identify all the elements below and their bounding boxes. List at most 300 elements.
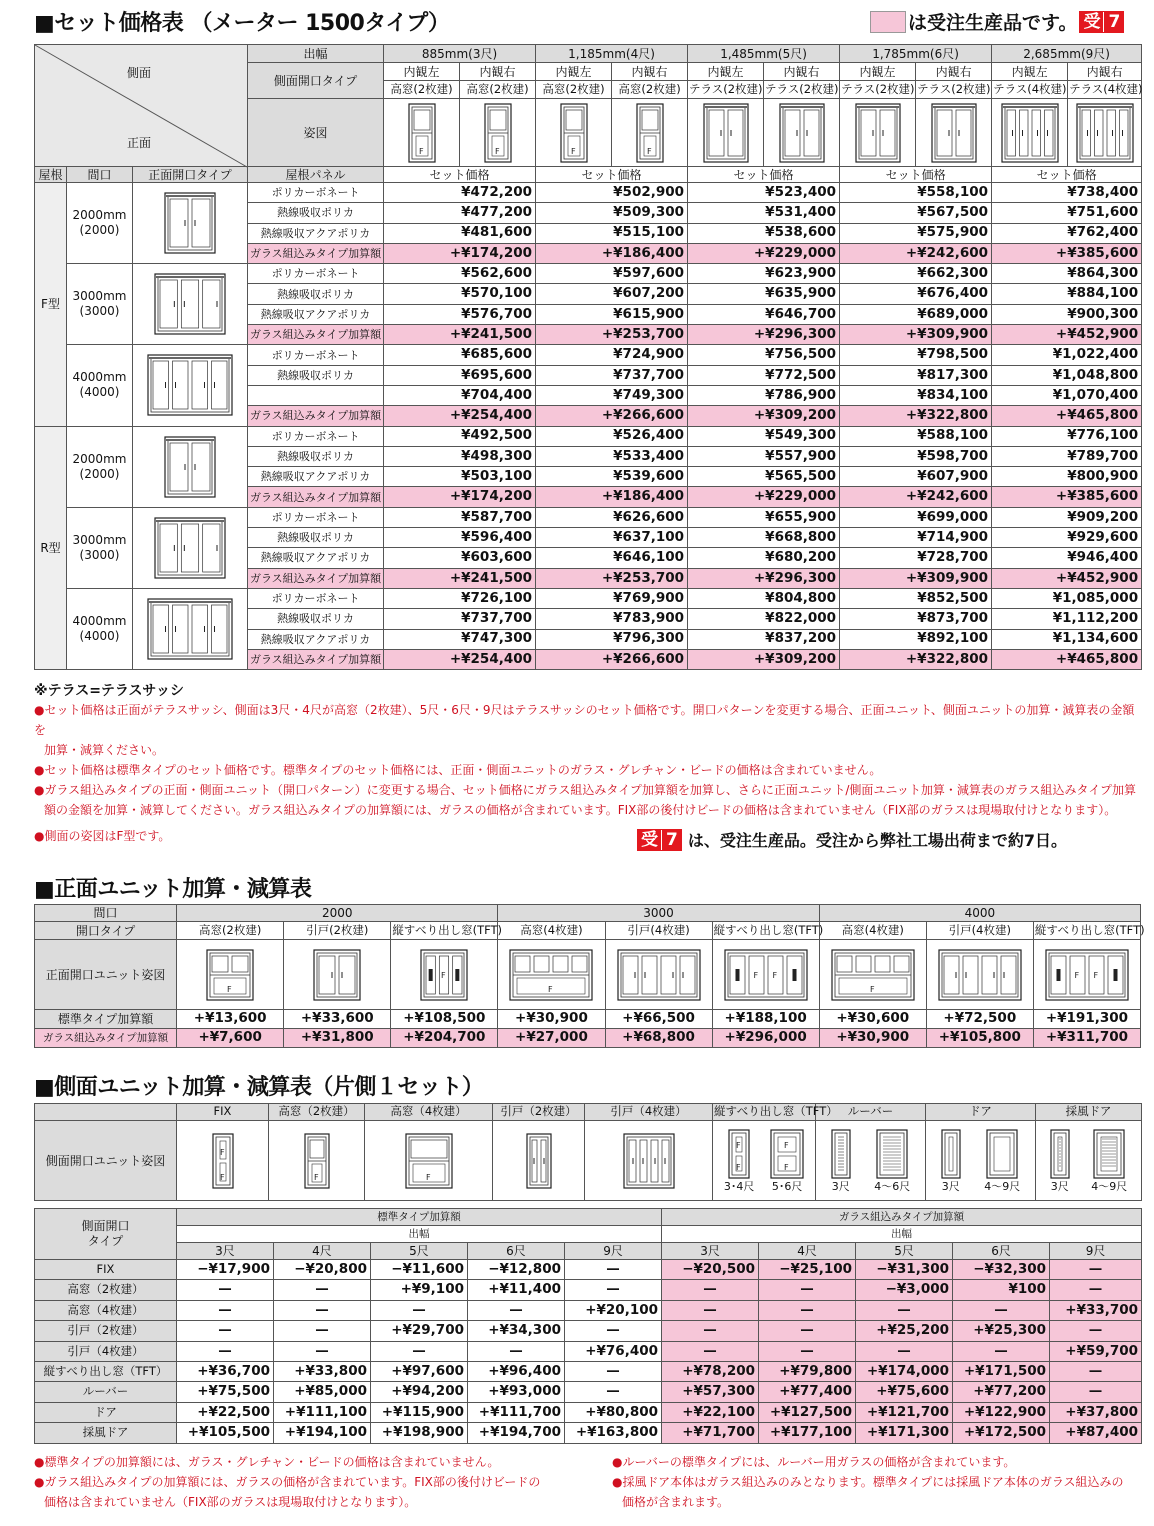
side-direction: 内観右 xyxy=(460,63,536,81)
set-price-header: セット価格 xyxy=(688,167,840,183)
price-value: ¥558,100 xyxy=(840,183,992,203)
price-value: ¥1,112,200 xyxy=(992,609,1142,629)
price-value: ¥762,400 xyxy=(992,223,1142,243)
price-value: ¥565,500 xyxy=(688,467,840,487)
side-open-type: テラス(2枚建) xyxy=(688,81,764,99)
side-direction: 内観右 xyxy=(1068,63,1142,81)
std-value: +¥94,200 xyxy=(371,1382,468,1402)
price-value: ¥587,700 xyxy=(384,507,536,527)
set-price-table xyxy=(34,44,1142,670)
price-value: ¥597,600 xyxy=(536,264,688,284)
price-value: ¥864,300 xyxy=(992,264,1142,284)
std-value: +¥111,700 xyxy=(468,1402,565,1422)
size-header: 1,485mm(5尺) xyxy=(688,45,840,63)
front-figure xyxy=(712,940,819,1010)
price-value: ¥726,100 xyxy=(384,588,536,608)
price-value: ¥596,400 xyxy=(384,528,536,548)
front-unit-icon xyxy=(420,949,468,1001)
roof-panel: ガラス組込みタイプ加算額 xyxy=(248,406,384,426)
width-sub: (4000) xyxy=(79,629,120,644)
std-value: — xyxy=(177,1300,274,1320)
price-value: ¥615,900 xyxy=(536,304,688,324)
price-value: ¥533,400 xyxy=(536,446,688,466)
legend xyxy=(870,8,1124,35)
price-value: ¥603,600 xyxy=(384,548,536,568)
price-value: ¥737,700 xyxy=(536,365,688,385)
price-value: ¥637,100 xyxy=(536,528,688,548)
price-value: +¥309,200 xyxy=(688,406,840,426)
side-unit-size: 4〜6尺 xyxy=(874,1180,911,1193)
front-open-type: 引戸(4枚建) xyxy=(926,922,1033,940)
side-open-type: テラス(4枚建) xyxy=(992,81,1068,99)
side-price-row xyxy=(35,1382,1142,1402)
std-value: — xyxy=(274,1300,371,1320)
front-open-type: 縦すべり出し窓(TFT) xyxy=(391,922,498,940)
side-unit-type: 縦すべり出し窓（TFT） xyxy=(713,1104,816,1121)
price-value: ¥646,100 xyxy=(536,548,688,568)
width-sub: (4000) xyxy=(79,385,120,400)
front-open-header: 開口タイプ xyxy=(35,922,177,940)
glass-value: +¥172,500 xyxy=(953,1423,1050,1443)
price-row xyxy=(35,507,1142,527)
price-value: +¥296,300 xyxy=(688,568,840,588)
width-value: 4000mm xyxy=(72,370,127,385)
price-value: +¥465,800 xyxy=(992,406,1142,426)
std-header: 標準タイプ加算額 xyxy=(177,1209,662,1226)
price-value: ¥747,300 xyxy=(384,629,536,649)
side-open-type: 高窓(2枚建) xyxy=(612,81,688,99)
std-value: — xyxy=(565,1280,662,1300)
side-unit-figure xyxy=(1036,1121,1142,1201)
side-price-row xyxy=(35,1280,1142,1300)
std-value: — xyxy=(565,1321,662,1341)
side-open-header: 側面開口タイプ xyxy=(248,63,384,99)
width-cell xyxy=(67,183,133,264)
side-direction: 内観左 xyxy=(688,63,764,81)
roof-panel: 熱線吸収ポリカ xyxy=(248,284,384,304)
side-window-icon xyxy=(408,103,436,163)
price-value: ¥738,400 xyxy=(992,183,1142,203)
side-window-icon xyxy=(636,103,664,163)
price-value: ¥1,085,000 xyxy=(992,588,1142,608)
price-value: ¥539,600 xyxy=(536,467,688,487)
side-price-row xyxy=(35,1321,1142,1341)
price-value: +¥254,400 xyxy=(384,406,536,426)
price-value: ¥789,700 xyxy=(992,446,1142,466)
side-figure xyxy=(384,99,460,167)
roof-panel: 熱線吸収ポリカ xyxy=(248,203,384,223)
price-value: ¥724,900 xyxy=(536,345,688,365)
glass-value: +¥22,100 xyxy=(662,1402,759,1422)
front-std-value: +¥108,500 xyxy=(391,1010,498,1029)
front-glass-value: +¥31,800 xyxy=(284,1029,391,1048)
price-value: ¥626,600 xyxy=(536,507,688,527)
protrusion-col: 6尺 xyxy=(468,1243,565,1260)
std-value: +¥36,700 xyxy=(177,1361,274,1381)
glass-value: +¥25,200 xyxy=(856,1321,953,1341)
svg-text:F: F xyxy=(772,970,777,980)
side-open-type: テラス(2枚建) xyxy=(764,81,840,99)
roof-panel: ポリカーボネート xyxy=(248,588,384,608)
std-value: +¥75,500 xyxy=(177,1382,274,1402)
roof-panel: 熱線吸収アクアポリカ xyxy=(248,548,384,568)
front-std-value: +¥30,600 xyxy=(819,1010,926,1029)
protrusion-col: 9尺 xyxy=(1050,1243,1142,1260)
front-figure xyxy=(133,345,248,426)
price-value: ¥834,100 xyxy=(840,385,992,405)
front-std-value: +¥72,500 xyxy=(926,1010,1033,1029)
protrusion-header: 出幅 xyxy=(248,45,384,63)
std-value: — xyxy=(371,1341,468,1361)
protrusion-col: 3尺 xyxy=(177,1243,274,1260)
front-figure xyxy=(133,588,248,669)
front-unit-icon xyxy=(1045,949,1129,1001)
front-figure xyxy=(133,426,248,507)
glass-value: +¥75,600 xyxy=(856,1382,953,1402)
front-figure xyxy=(605,940,712,1010)
side-row-type: 引戸（4枚建） xyxy=(35,1341,177,1361)
std-value: — xyxy=(177,1280,274,1300)
roof-type: R型 xyxy=(35,426,67,670)
side-type-header: 側面開口 タイプ xyxy=(35,1209,177,1260)
price-value: ¥884,100 xyxy=(992,284,1142,304)
front-std-label: 標準タイプ加算額 xyxy=(35,1010,177,1029)
side-figure xyxy=(764,99,840,167)
svg-text:F: F xyxy=(784,1141,789,1150)
front-glass-value: +¥204,700 xyxy=(391,1029,498,1048)
size-header: 1,185mm(4尺) xyxy=(536,45,688,63)
glass-value: +¥127,500 xyxy=(759,1402,856,1422)
side-unit-figure xyxy=(816,1121,926,1201)
front-unit-icon xyxy=(313,949,361,1001)
side-window-icon xyxy=(1076,103,1134,163)
front-unit-icon xyxy=(206,949,254,1001)
price-value: ¥598,700 xyxy=(840,446,992,466)
glass-value: — xyxy=(759,1321,856,1341)
side-unit-figure xyxy=(585,1121,713,1201)
glass-value: +¥78,200 xyxy=(662,1361,759,1381)
std-value: +¥20,100 xyxy=(565,1300,662,1320)
glass-value: — xyxy=(856,1341,953,1361)
glass-value: +¥77,400 xyxy=(759,1382,856,1402)
price-value: +¥241,500 xyxy=(384,568,536,588)
price-value: ¥531,400 xyxy=(688,203,840,223)
front-glass-value: +¥105,800 xyxy=(926,1029,1033,1048)
glass-value: +¥71,700 xyxy=(662,1423,759,1443)
side-direction: 内観右 xyxy=(916,63,992,81)
side-row-type: 高窓（2枚建） xyxy=(35,1280,177,1300)
side-row-type: 採風ドア xyxy=(35,1423,177,1443)
side-unit-type: FIX xyxy=(177,1104,269,1121)
side-unit-icon xyxy=(212,1133,234,1189)
protrusion-col: 4尺 xyxy=(759,1243,856,1260)
price-value: ¥549,300 xyxy=(688,426,840,446)
roof-panel: 熱線吸収アクアポリカ xyxy=(248,223,384,243)
std-value: +¥85,000 xyxy=(274,1382,371,1402)
front-window-icon xyxy=(164,192,216,254)
svg-text:F: F xyxy=(441,970,446,980)
glass-value: +¥59,700 xyxy=(1050,1341,1142,1361)
std-value: — xyxy=(274,1280,371,1300)
side-notes-left: ●標準タイプの加算額には、ガラス・グレチャン・ビードの価格は含まれていません。 ●ガラス組込みタイプの加算額には、ガラスの価格が含まれています。FIX部の後付けビードの 価格は含まれていません（FIX部のガラスは現場取付けとなります）。 xyxy=(34,1455,541,1509)
price-value: +¥174,200 xyxy=(384,487,536,507)
roof-panel: 熱線吸収アクアポリカ xyxy=(248,629,384,649)
front-open-type: 高窓(4枚建) xyxy=(498,922,605,940)
std-value: — xyxy=(468,1300,565,1320)
price-value: +¥242,600 xyxy=(840,487,992,507)
std-value: — xyxy=(565,1382,662,1402)
glass-value: +¥37,800 xyxy=(1050,1402,1142,1422)
side-figure xyxy=(612,99,688,167)
side-price-row xyxy=(35,1260,1142,1280)
side-fig-label: 側面開口ユニット姿図 xyxy=(35,1121,177,1201)
std-protrusion: 出幅 xyxy=(177,1226,662,1243)
std-value: +¥115,900 xyxy=(371,1402,468,1422)
legend-text: は受注生産品です。 xyxy=(908,12,1078,34)
price-value: +¥452,900 xyxy=(992,568,1142,588)
glass-value: +¥171,500 xyxy=(953,1361,1050,1381)
front-std-value: +¥66,500 xyxy=(605,1010,712,1029)
price-value: ¥892,100 xyxy=(840,629,992,649)
std-value: +¥93,000 xyxy=(468,1382,565,1402)
width-cell xyxy=(67,345,133,426)
glass-value: +¥171,300 xyxy=(856,1423,953,1443)
glass-value: ¥100 xyxy=(953,1280,1050,1300)
glass-value: +¥177,100 xyxy=(759,1423,856,1443)
roof-panel: ポリカーボネート xyxy=(248,426,384,446)
side-window-icon xyxy=(931,103,977,163)
roof-panel: 熱線吸収ポリカ xyxy=(248,365,384,385)
svg-text:F: F xyxy=(425,1172,431,1182)
side-direction: 内観左 xyxy=(384,63,460,81)
svg-text:F: F xyxy=(219,1172,225,1182)
roof-panel: ポリカーボネート xyxy=(248,345,384,365)
price-value: ¥662,300 xyxy=(840,264,992,284)
price-row xyxy=(35,588,1142,608)
price-value: +¥242,600 xyxy=(840,243,992,263)
price-value: ¥1,070,400 xyxy=(992,385,1142,405)
protrusion-col: 3尺 xyxy=(662,1243,759,1260)
roof-panel: 熱線吸収ポリカ xyxy=(248,609,384,629)
set-price-header: セット価格 xyxy=(992,167,1142,183)
glass-value: — xyxy=(662,1280,759,1300)
roof-panel: 熱線吸収アクアポリカ xyxy=(248,467,384,487)
side-unit-icon xyxy=(770,1129,804,1179)
side-unit-figure xyxy=(365,1121,493,1201)
side-row-type: FIX xyxy=(35,1260,177,1280)
side-window-icon xyxy=(1001,103,1059,163)
glass-value: +¥25,300 xyxy=(953,1321,1050,1341)
side-unit-type: 高窓（4枚建） xyxy=(365,1104,493,1121)
front-std-value: +¥13,600 xyxy=(177,1010,284,1029)
price-value: ¥1,022,400 xyxy=(992,345,1142,365)
price-value: ¥929,600 xyxy=(992,528,1142,548)
price-value: ¥804,800 xyxy=(688,588,840,608)
price-value: ¥800,900 xyxy=(992,467,1142,487)
glass-value: −¥3,000 xyxy=(856,1280,953,1300)
std-value: +¥96,400 xyxy=(468,1361,565,1381)
front-open-type: 縦すべり出し窓(TFT) xyxy=(1033,922,1140,940)
std-value: — xyxy=(565,1361,662,1381)
side-unit-type: 高窓（2枚建） xyxy=(269,1104,365,1121)
front-width-3000: 3000 xyxy=(498,905,819,922)
size-header: 2,685mm(9尺) xyxy=(992,45,1142,63)
side-unit-size: 3尺 xyxy=(941,1180,960,1193)
std-value: — xyxy=(468,1341,565,1361)
side-unit-type: 引戸（4枚建） xyxy=(585,1104,713,1121)
side-unit-icon xyxy=(876,1129,908,1179)
std-value: +¥97,600 xyxy=(371,1361,468,1381)
price-value: ¥646,700 xyxy=(688,304,840,324)
price-value: ¥515,100 xyxy=(536,223,688,243)
price-value: ¥538,600 xyxy=(688,223,840,243)
front-glass-value: +¥311,700 xyxy=(1033,1029,1140,1048)
front-window-icon xyxy=(164,436,216,498)
order-badge: 受 7 xyxy=(637,829,682,851)
price-value: +¥266,600 xyxy=(536,649,688,669)
set-notes: ●セット価格は正面がテラスサッシ、側面は3尺・4尺が高窓（2枚建）、5尺・6尺・9尺はテラスサッシのセット価格です。開口パターンを変更する場合、正面ユニット、側面ユニットの加算・減算表の金額を 加算・減算ください。 ●セット価格は標準タイプのセット価格です。標準タイプのセット価格には、正面・側面ユニットのガラス・グレチャン・ビードの価格は含まれていません。 ●ガラス組込みタイプの正面・側面ユニット（開口パターン）に変更する場合、セット価格にガラス組込みタイプ加算額を加算し、さらに正面ユニット/側面ユニット加算・減算表のガラス組込みタイプ加算 額の金額を加算・減算してください。ガラス組込みタイプの加算額には、ガラスの価格が含まれています。FIX部の後付けビードの価格は含まれていません（FIX部のガラスは現場取付けとなります）。 xyxy=(34,703,1136,817)
price-value: ¥695,600 xyxy=(384,365,536,385)
glass-value: +¥87,400 xyxy=(1050,1423,1142,1443)
glass-value: — xyxy=(1050,1382,1142,1402)
std-value: −¥20,800 xyxy=(274,1260,371,1280)
price-value: ¥576,700 xyxy=(384,304,536,324)
side-unit-icon xyxy=(623,1133,675,1189)
price-value: ¥526,400 xyxy=(536,426,688,446)
std-value: +¥22,500 xyxy=(177,1402,274,1422)
side-unit-icon xyxy=(831,1129,851,1179)
side-unit-icon xyxy=(1093,1129,1125,1179)
side-unit-figure xyxy=(269,1121,365,1201)
price-value: ¥570,100 xyxy=(384,284,536,304)
front-unit-table xyxy=(34,904,1145,1048)
protrusion-col: 4尺 xyxy=(274,1243,371,1260)
set-price-header: セット価格 xyxy=(536,167,688,183)
side-figure xyxy=(460,99,536,167)
std-value: — xyxy=(274,1321,371,1341)
price-value: ¥837,200 xyxy=(688,629,840,649)
width-sub: (3000) xyxy=(79,547,120,562)
width-value: 4000mm xyxy=(72,614,127,629)
roof-panel: ポリカーボネート xyxy=(248,183,384,203)
set-price-header: セット価格 xyxy=(840,167,992,183)
price-value: ¥575,900 xyxy=(840,223,992,243)
price-value: ¥557,900 xyxy=(688,446,840,466)
pink-swatch xyxy=(870,11,906,33)
glass-value: +¥79,800 xyxy=(759,1361,856,1381)
glass-value: — xyxy=(759,1341,856,1361)
glass-value: −¥20,500 xyxy=(662,1260,759,1280)
glass-value: +¥122,900 xyxy=(953,1402,1050,1422)
price-value: ¥523,400 xyxy=(688,183,840,203)
front-width-2000: 2000 xyxy=(177,905,498,922)
std-value: +¥105,500 xyxy=(177,1423,274,1443)
width-value: 3000mm xyxy=(72,289,127,304)
price-value: +¥385,600 xyxy=(992,243,1142,263)
price-value: ¥502,900 xyxy=(536,183,688,203)
price-value: ¥946,400 xyxy=(992,548,1142,568)
width-cell xyxy=(67,588,133,669)
front-unit-icon xyxy=(938,949,1022,1001)
glass-value: — xyxy=(759,1280,856,1300)
price-value: +¥266,600 xyxy=(536,406,688,426)
svg-text:F: F xyxy=(869,984,875,994)
svg-text:F: F xyxy=(494,146,500,156)
roof-panel: ポリカーボネート xyxy=(248,507,384,527)
glass-value: −¥25,100 xyxy=(759,1260,856,1280)
price-value: ¥900,300 xyxy=(992,304,1142,324)
front-glass-label: ガラス組込みタイプ加算額 xyxy=(35,1029,177,1048)
price-value: ¥562,600 xyxy=(384,264,536,284)
side-open-type: 高窓(2枚建) xyxy=(384,81,460,99)
std-value: +¥111,100 xyxy=(274,1402,371,1422)
front-open-type: 引戸(4枚建) xyxy=(605,922,712,940)
side-row-type: ドア xyxy=(35,1402,177,1422)
side-direction: 内観右 xyxy=(612,63,688,81)
std-value: +¥9,100 xyxy=(371,1280,468,1300)
svg-text:F: F xyxy=(219,1147,225,1157)
price-value: ¥751,600 xyxy=(992,203,1142,223)
front-std-value: +¥30,900 xyxy=(498,1010,605,1029)
front-figure xyxy=(391,940,498,1010)
width-sub: (2000) xyxy=(79,223,120,238)
price-value: +¥174,200 xyxy=(384,243,536,263)
front-fig-header: 正面開口ユニット姿図 xyxy=(35,940,177,1010)
glass-value: +¥77,200 xyxy=(953,1382,1050,1402)
price-value: ¥786,900 xyxy=(688,385,840,405)
price-value: ¥909,200 xyxy=(992,507,1142,527)
front-unit-icon xyxy=(617,949,701,1001)
svg-text:F: F xyxy=(646,146,652,156)
price-value: ¥798,500 xyxy=(840,345,992,365)
width-cell xyxy=(67,264,133,345)
svg-text:F: F xyxy=(736,1163,741,1172)
side-figure-note: ●側面の姿図はF型です。 xyxy=(34,829,171,843)
svg-text:F: F xyxy=(1074,970,1080,980)
side-price-row xyxy=(35,1402,1142,1422)
glass-value: — xyxy=(1050,1321,1142,1341)
std-value: — xyxy=(177,1321,274,1341)
side-direction: 内観右 xyxy=(764,63,840,81)
side-window-icon xyxy=(484,103,512,163)
price-value: +¥229,000 xyxy=(688,243,840,263)
svg-text:F: F xyxy=(313,1172,319,1182)
figure-header: 姿図 xyxy=(248,99,384,167)
glass-value: — xyxy=(856,1300,953,1320)
glass-value: −¥32,300 xyxy=(953,1260,1050,1280)
side-direction: 内観左 xyxy=(992,63,1068,81)
price-value: ¥668,800 xyxy=(688,528,840,548)
roof-header: 屋根 xyxy=(35,167,67,183)
glass-value: — xyxy=(953,1341,1050,1361)
std-value: +¥76,400 xyxy=(565,1341,662,1361)
side-unit-icon xyxy=(941,1129,961,1179)
side-window-icon xyxy=(560,103,588,163)
price-value: ¥503,100 xyxy=(384,467,536,487)
svg-text:F: F xyxy=(548,984,554,994)
width-value: 3000mm xyxy=(72,532,127,547)
price-value: ¥607,200 xyxy=(536,284,688,304)
glass-value: +¥174,000 xyxy=(856,1361,953,1381)
roof-panel: 熱線吸収アクアポリカ xyxy=(248,304,384,324)
price-value: ¥655,900 xyxy=(688,507,840,527)
front-figure xyxy=(819,940,926,1010)
glass-value: — xyxy=(953,1300,1050,1320)
price-value: ¥756,500 xyxy=(688,345,840,365)
side-figure xyxy=(840,99,916,167)
side-unit-icon xyxy=(526,1133,552,1189)
price-value: +¥322,800 xyxy=(840,649,992,669)
